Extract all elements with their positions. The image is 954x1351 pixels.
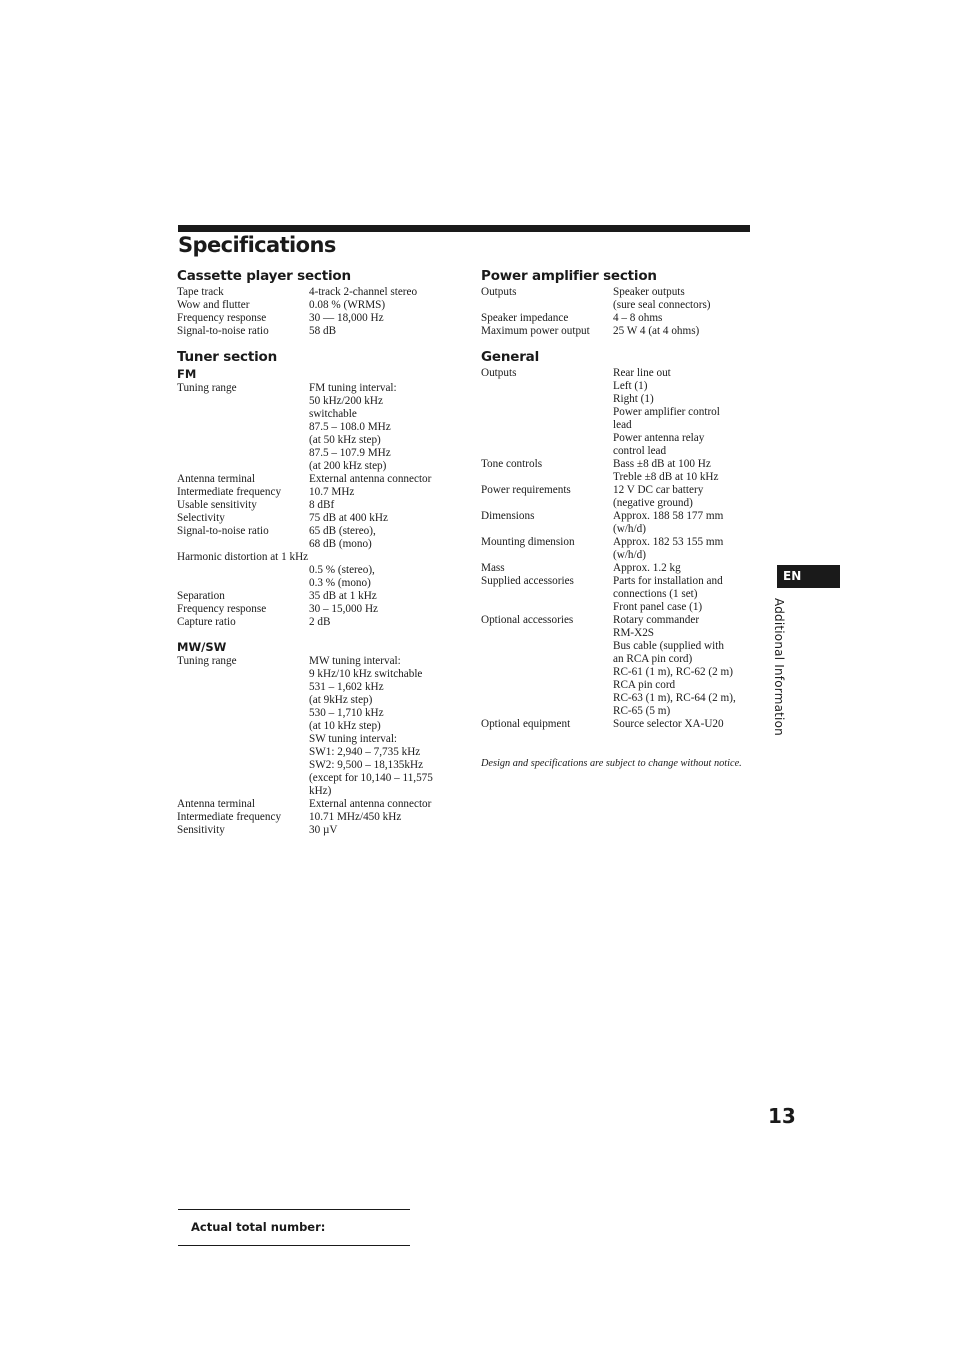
spec-value: Rotary commander RM-X2S Bus cable (supplied with an RCA pin cord) RC-61 (1 m), RC-62 (2 m) RCA pin cord RC-63 (1 m), RC-64 (2 m), RC-65 (5 m)	[613, 614, 736, 717]
spec-value: 30 — 18,000 Hz	[309, 312, 384, 324]
spec-label: Separation	[177, 590, 225, 602]
spec-row	[177, 603, 467, 616]
spec-label: Frequency response	[177, 312, 267, 324]
spec-label: Capture ratio	[177, 616, 236, 628]
spec-value: 0.5 % (stereo), 0.3 % (mono)	[309, 564, 375, 589]
spec-row	[177, 824, 467, 837]
spec-label: Signal-to-noise ratio	[177, 325, 269, 337]
spec-row	[481, 718, 756, 731]
title-rule	[178, 225, 750, 232]
spec-value: Bass ±8 dB at 100 Hz Treble ±8 dB at 10 kHz	[613, 458, 719, 483]
spec-label: Optional accessories	[481, 614, 574, 626]
tuner-heading: Tuner section	[177, 349, 278, 365]
spec-row	[481, 286, 756, 312]
footer-box-bottom-rule	[178, 1245, 410, 1246]
spec-label: Antenna terminal	[177, 473, 255, 485]
spec-row	[177, 486, 467, 499]
spec-row	[177, 811, 467, 824]
spec-label: Supplied accessories	[481, 575, 574, 587]
spec-label: Usable sensitivity	[177, 499, 257, 511]
spec-value: 12 V DC car battery (negative ground)	[613, 484, 704, 509]
spec-row	[177, 499, 467, 512]
spec-row	[177, 325, 467, 338]
general-heading: General	[481, 349, 539, 365]
spec-row	[177, 473, 467, 486]
spec-value: Parts for installation and connections (1 set) Front panel case (1)	[613, 575, 723, 613]
spec-label: Signal-to-noise ratio	[177, 525, 269, 537]
spec-value: MW tuning interval: 9 kHz/10 kHz switchable 531 – 1,602 kHz (at 9kHz step) 530 – 1,710 kHz (at 10 kHz step) SW tuning interval: SW1: 2,940 – 7,735 kHz SW2: 9,500 – 18,135kHz (except for 10,140 – 11,575 kHz)	[309, 655, 433, 797]
spec-value: 25 W 4 (at 4 ohms)	[613, 325, 700, 337]
spec-row	[481, 614, 756, 718]
spec-row	[481, 562, 756, 575]
spec-value: 8 dBf	[309, 499, 335, 511]
spec-row	[177, 382, 467, 473]
spec-row	[481, 575, 756, 614]
spec-label: Mounting dimension	[481, 536, 575, 548]
spec-row	[481, 367, 756, 458]
spec-value: 35 dB at 1 kHz	[309, 590, 377, 602]
left-column	[177, 268, 467, 837]
spec-value: 2 dB	[309, 616, 331, 628]
spec-label: Tape track	[177, 286, 224, 298]
spec-row	[177, 564, 467, 590]
page-number: 13	[768, 1104, 796, 1128]
spec-value: 0.08 % (WRMS)	[309, 299, 386, 311]
spec-value: Approx. 188 58 177 mm (w/h/d)	[613, 510, 724, 535]
spec-row	[177, 512, 467, 525]
spec-label: Antenna terminal	[177, 798, 255, 810]
spec-value: Rear line out Left (1) Right (1) Power amplifier control lead Power antenna relay control lead	[613, 367, 720, 457]
cassette-heading: Cassette player section	[177, 268, 351, 284]
footer-box-label: Actual total number:	[191, 1220, 326, 1234]
spec-row	[177, 286, 467, 299]
footer-box-top-rule	[178, 1209, 410, 1210]
language-tab: EN	[777, 565, 840, 588]
spec-value: Approx. 182 53 155 mm (w/h/d)	[613, 536, 724, 561]
spec-label: Intermediate frequency	[177, 811, 282, 823]
spec-value: External antenna connector	[309, 798, 432, 810]
spec-label: Frequency response	[177, 603, 267, 615]
spec-label: Outputs	[481, 367, 517, 379]
spec-row	[481, 458, 756, 484]
spec-value: Source selector XA-U20	[613, 718, 724, 730]
spec-row	[481, 312, 756, 325]
spec-label: Optional equipment	[481, 718, 571, 730]
spec-label: Speaker impedance	[481, 312, 569, 324]
spec-value: Approx. 1.2 kg	[613, 562, 681, 574]
spec-label: Mass	[481, 562, 505, 574]
change-notice: Design and specifications are subject to change without notice.	[481, 758, 742, 769]
spec-label-empty	[177, 564, 309, 590]
spec-row	[481, 510, 756, 536]
cassette-specs	[177, 286, 467, 338]
spec-label: Tuning range	[177, 655, 237, 667]
spec-label: Tuning range	[177, 382, 237, 394]
power-amp-heading: Power amplifier section	[481, 268, 657, 284]
spec-row	[177, 525, 467, 551]
spec-row	[177, 616, 467, 629]
spec-value: 30 µV	[309, 824, 338, 836]
mwsw-specs	[177, 655, 467, 837]
spec-label: Harmonic distortion at 1 kHz	[177, 551, 309, 563]
spec-value: 10.71 MHz/450 kHz	[309, 811, 402, 823]
right-column	[481, 268, 756, 770]
spec-value: 4-track 2-channel stereo	[309, 286, 418, 298]
spec-value: 30 – 15,000 Hz	[309, 603, 378, 615]
spec-row	[177, 798, 467, 811]
spec-value: 4 – 8 ohms	[613, 312, 663, 324]
spec-label: Sensitivity	[177, 824, 225, 836]
spec-label: Wow and flutter	[177, 299, 250, 311]
spec-label: Tone controls	[481, 458, 543, 470]
fm-specs	[177, 382, 467, 629]
spec-label: Dimensions	[481, 510, 535, 522]
spec-row	[481, 325, 756, 338]
spec-row	[177, 312, 467, 325]
spec-row	[481, 536, 756, 562]
spec-row	[177, 655, 467, 798]
spec-value: 75 dB at 400 kHz	[309, 512, 388, 524]
spec-row	[177, 551, 467, 564]
power-amp-specs	[481, 286, 756, 338]
spec-label: Selectivity	[177, 512, 225, 524]
fm-heading: FM	[177, 367, 197, 381]
spec-value: Speaker outputs (sure seal connectors)	[613, 286, 711, 311]
spec-row	[177, 590, 467, 603]
spec-row	[481, 484, 756, 510]
spec-value: 10.7 MHz	[309, 486, 355, 498]
mwsw-heading: MW/SW	[177, 640, 227, 654]
spec-value: 65 dB (stereo), 68 dB (mono)	[309, 525, 376, 550]
general-specs	[481, 367, 756, 731]
spec-label: Intermediate frequency	[177, 486, 282, 498]
section-side-label: Additional Information	[772, 598, 786, 736]
spec-row	[177, 299, 467, 312]
spec-label: Power requirements	[481, 484, 571, 496]
spec-value: FM tuning interval: 50 kHz/200 kHz switchable 87.5 – 108.0 MHz (at 50 kHz step) 87.5 – 107.9 MHz (at 200 kHz step)	[309, 382, 397, 472]
spec-value: External antenna connector	[309, 473, 432, 485]
spec-label: Maximum power output	[481, 325, 590, 337]
spec-label: Outputs	[481, 286, 517, 298]
spec-value: 58 dB	[309, 325, 337, 337]
page-title: Specifications	[178, 233, 336, 257]
